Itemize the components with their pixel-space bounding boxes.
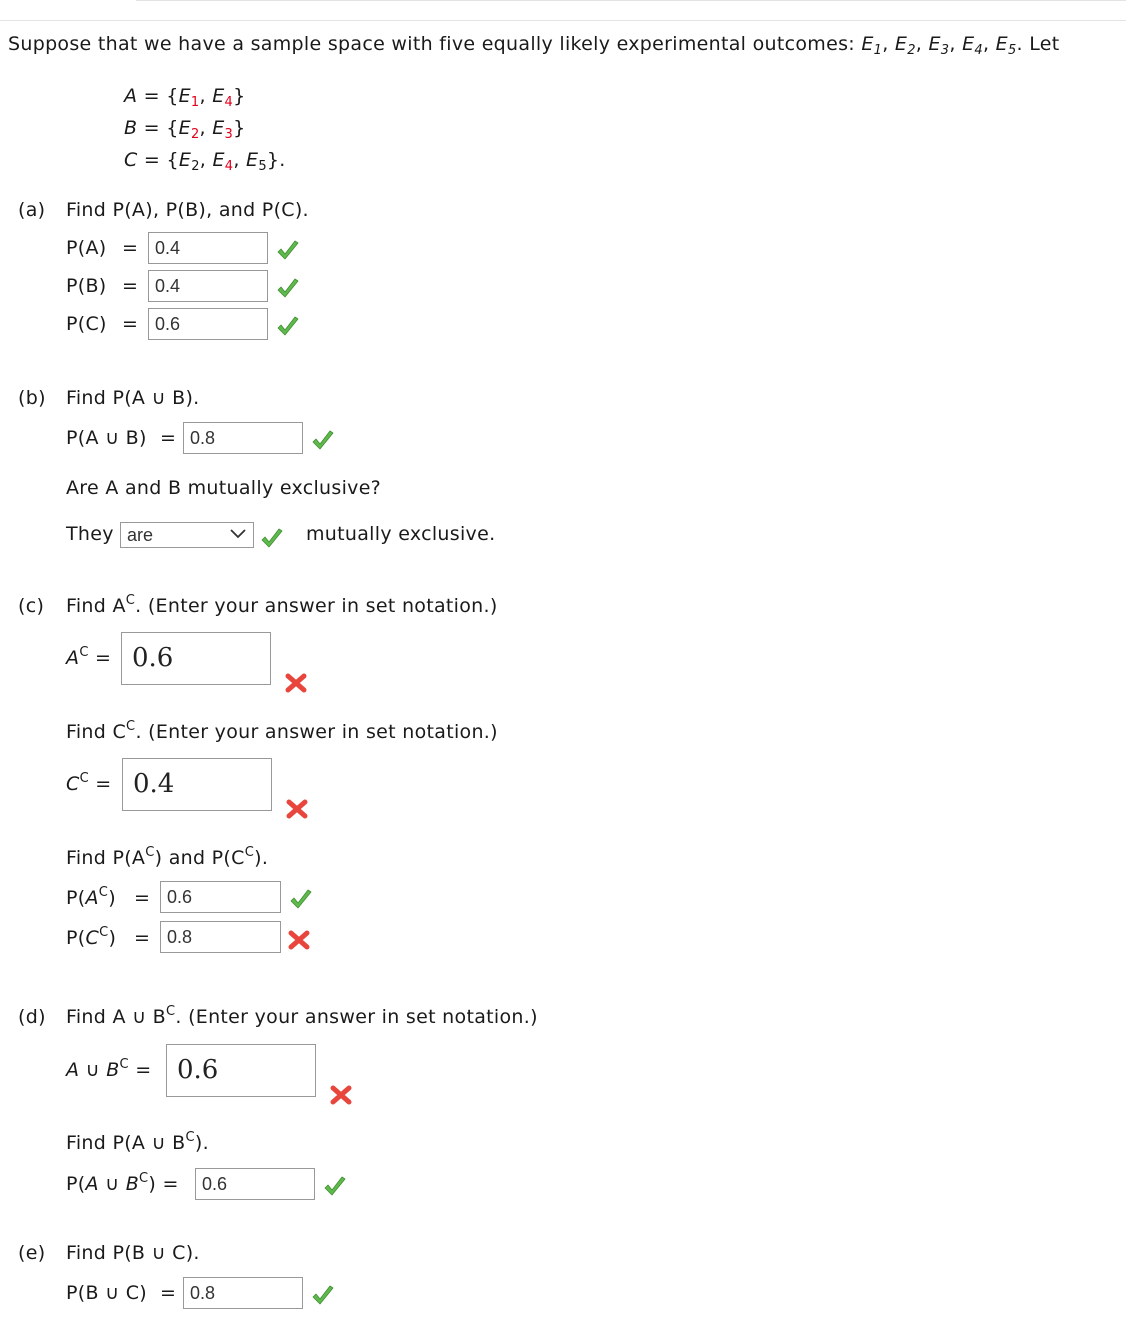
pac-label: $P(A^C)$ — [66, 885, 116, 909]
pcc-label: $P(C^C)$ — [66, 925, 117, 949]
ac-input[interactable]: 0.6 — [121, 632, 271, 685]
pc-label: P(C) — [66, 313, 107, 335]
outcome-e1: $E_1$ — [861, 33, 883, 58]
mutually-exclusive-question: Are A and B mutually exclusive? — [66, 477, 382, 499]
outcome-e2: $E_2$ — [894, 33, 916, 58]
aubc-label: A ∪ $B^C$ = — [66, 1057, 152, 1081]
check-icon — [323, 1176, 347, 1198]
cross-icon — [285, 798, 309, 820]
page-top-divider — [0, 0, 1126, 22]
pac-input[interactable]: 0.6 — [160, 881, 281, 913]
pa-label: P(A) — [66, 237, 107, 259]
pcc-input[interactable]: 0.8 — [160, 921, 281, 953]
check-icon — [311, 1285, 335, 1307]
check-icon — [276, 240, 300, 262]
check-icon — [311, 430, 335, 452]
outcome-e5: $E_5$ — [995, 33, 1017, 58]
set-a-definition: $A = \{E_1$, $E_4$} — [124, 85, 246, 110]
aubc-input[interactable]: 0.6 — [166, 1044, 316, 1097]
cc-label: $C^C$ = — [66, 771, 112, 795]
pab-label: P(A ∪ B) — [66, 427, 147, 449]
pbc-input[interactable]: 0.8 — [183, 1277, 303, 1309]
check-icon — [289, 889, 313, 911]
paubc-label: P(A ∪ $B^C$) = — [66, 1171, 179, 1195]
check-icon — [276, 278, 300, 300]
part-e-label: (e) — [18, 1242, 46, 1264]
part-d-prompt-prob: Find P(A ∪ $B^C$). — [66, 1130, 209, 1154]
paubc-input[interactable]: 0.6 — [195, 1168, 315, 1200]
part-a-prompt: Find P(A), P(B), and P(C). — [66, 199, 309, 221]
part-b-label: (b) — [18, 387, 46, 409]
part-c-prompt-cc: Find $C^C$. (Enter your answer in set notation.) — [66, 719, 498, 743]
check-icon — [260, 528, 284, 550]
cross-icon — [284, 672, 308, 694]
part-d-label: (d) — [18, 1006, 46, 1028]
they-label: They — [66, 523, 114, 545]
set-c-definition: $C = \{E_2$, $E_4$, $E_5$}. — [124, 149, 286, 174]
mutually-exclusive-suffix: mutually exclusive. — [306, 523, 496, 545]
pab-input[interactable]: 0.8 — [183, 422, 303, 454]
outcome-e3: $E_3$ — [928, 33, 950, 58]
part-a-label: (a) — [18, 199, 46, 221]
check-icon — [276, 316, 300, 338]
pc-input[interactable]: 0.6 — [148, 308, 268, 340]
pa-input[interactable]: 0.4 — [148, 232, 268, 264]
part-c-label: (c) — [18, 595, 45, 617]
part-c-prompt-prob: Find $P(A^C)$ and $P(C^C)$. — [66, 845, 269, 869]
part-d-prompt: Find A ∪ $B^C$. (Enter your answer in set notation.) — [66, 1004, 538, 1028]
cc-input[interactable]: 0.4 — [122, 758, 272, 811]
cross-icon — [329, 1084, 353, 1106]
set-b-definition: $B = \{E_2$, $E_3$} — [124, 117, 246, 142]
part-e-prompt: Find P(B ∪ C). — [66, 1242, 200, 1264]
pbc-label: P(B ∪ C) — [66, 1282, 147, 1304]
part-c-prompt-ac: Find $A^C$. (Enter your answer in set notation.) — [66, 593, 498, 617]
ac-label: $A^C$ = — [66, 645, 112, 669]
chevron-down-icon — [229, 527, 247, 541]
exclusive-select[interactable]: are — [120, 522, 254, 548]
outcome-e4: $E_4$ — [962, 33, 983, 58]
pb-label: P(B) — [66, 275, 107, 297]
cross-icon — [287, 929, 311, 951]
part-b-prompt: Find P(A ∪ B). — [66, 387, 200, 409]
intro-text: Suppose that we have a sample space with five equally likely experimental outcomes: $E_1$, $E_2$, $E_3$, $E_4$, $E_5$. Let — [8, 33, 1060, 58]
pb-input[interactable]: 0.4 — [148, 270, 268, 302]
